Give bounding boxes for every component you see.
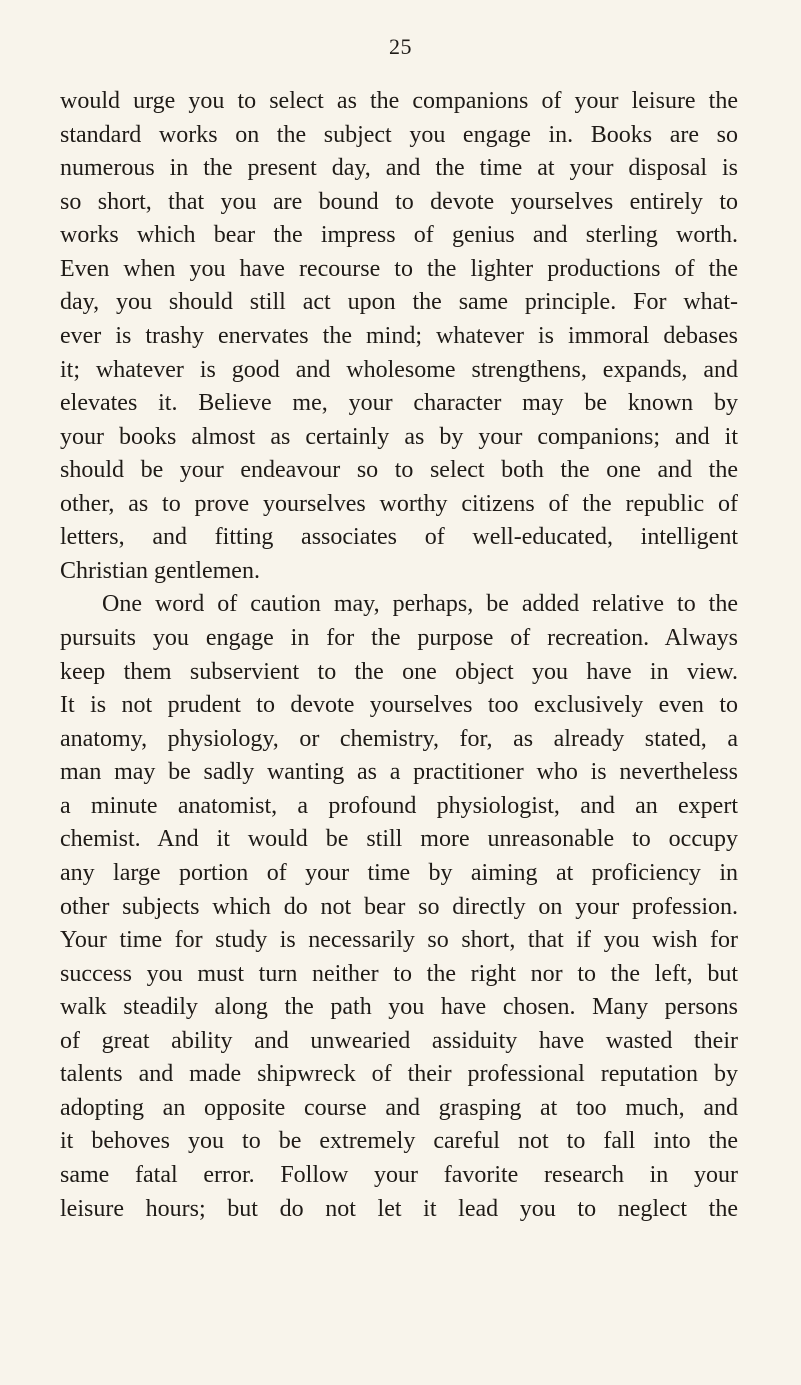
- text-line: man may be sadly wanting as a practitioner who is nevertheless: [60, 759, 738, 786]
- text-line: other, as to prove yourselves worthy citizens of the republic of: [60, 490, 738, 517]
- text-line: anatomy, physiology, or chemistry, for, as already stated, a: [60, 725, 738, 752]
- text-line: so short, that you are bound to devote yourselves entirely to: [60, 188, 738, 215]
- text-line: success you must turn neither to the right nor to the left, but: [60, 960, 738, 987]
- text-line: talents and made shipwreck of their professional reputation by: [60, 1061, 738, 1088]
- text-line: it behoves you to be extremely careful not to fall into the: [60, 1128, 738, 1155]
- text-line: day, you should still act upon the same principle. For what-: [60, 289, 738, 316]
- text-line: your books almost as certainly as by your companions; and it: [60, 423, 738, 450]
- text-line: ever is trashy enervates the mind; whatever is immoral debases: [60, 322, 738, 349]
- text-line: any large portion of your time by aiming at proficiency in: [60, 859, 738, 886]
- page-number: 25: [389, 34, 412, 59]
- text-line: of great ability and unwearied assiduity have wasted their: [60, 1027, 738, 1054]
- text-line: leisure hours; but do not let it lead you to neglect the: [60, 1195, 738, 1222]
- text-line: adopting an opposite course and grasping at too much, and: [60, 1094, 738, 1121]
- text-line: should be your endeavour so to select both the one and the: [60, 457, 738, 484]
- text-line: same fatal error. Follow your favorite research in your: [60, 1162, 738, 1188]
- text-line: Your time for study is necessarily so short, that if you wish for: [60, 927, 738, 954]
- text-line: One word of caution may, perhaps, be added relative to the: [102, 591, 738, 618]
- text-line: It is not prudent to devote yourselves too exclusively even to: [60, 692, 738, 719]
- text-line: chemist. And it would be still more unreasonable to occupy: [60, 826, 738, 853]
- text-line: pursuits you engage in for the purpose of recreation. Always: [60, 625, 738, 651]
- text-line: other subjects which do not bear so directly on your profession.: [60, 893, 738, 920]
- text-line: standard works on the subject you engage in. Books are so: [60, 121, 738, 148]
- body-text: [60, 85, 738, 1226]
- text-line: elevates it. Believe me, your character may be known by: [60, 390, 738, 417]
- text-line: would urge you to select as the companions of your leisure the: [60, 88, 738, 114]
- text-line: Christian gentlemen.: [60, 557, 260, 584]
- text-line: Even when you have recourse to the lighter productions of the: [60, 255, 738, 282]
- text-line: it; whatever is good and wholesome strengthens, expands, and: [60, 356, 738, 383]
- text-line: letters, and fitting associates of well-educated, intelligent: [60, 524, 738, 551]
- text-line: works which bear the impress of genius and sterling worth.: [60, 222, 738, 249]
- text-line: keep them subservient to the one object you have in view.: [60, 658, 738, 685]
- text-line: walk steadily along the path you have chosen. Many persons: [60, 994, 738, 1021]
- text-line: numerous in the present day, and the time at your disposal is: [60, 155, 738, 182]
- text-line: a minute anatomist, a profound physiologist, and an expert: [60, 792, 738, 819]
